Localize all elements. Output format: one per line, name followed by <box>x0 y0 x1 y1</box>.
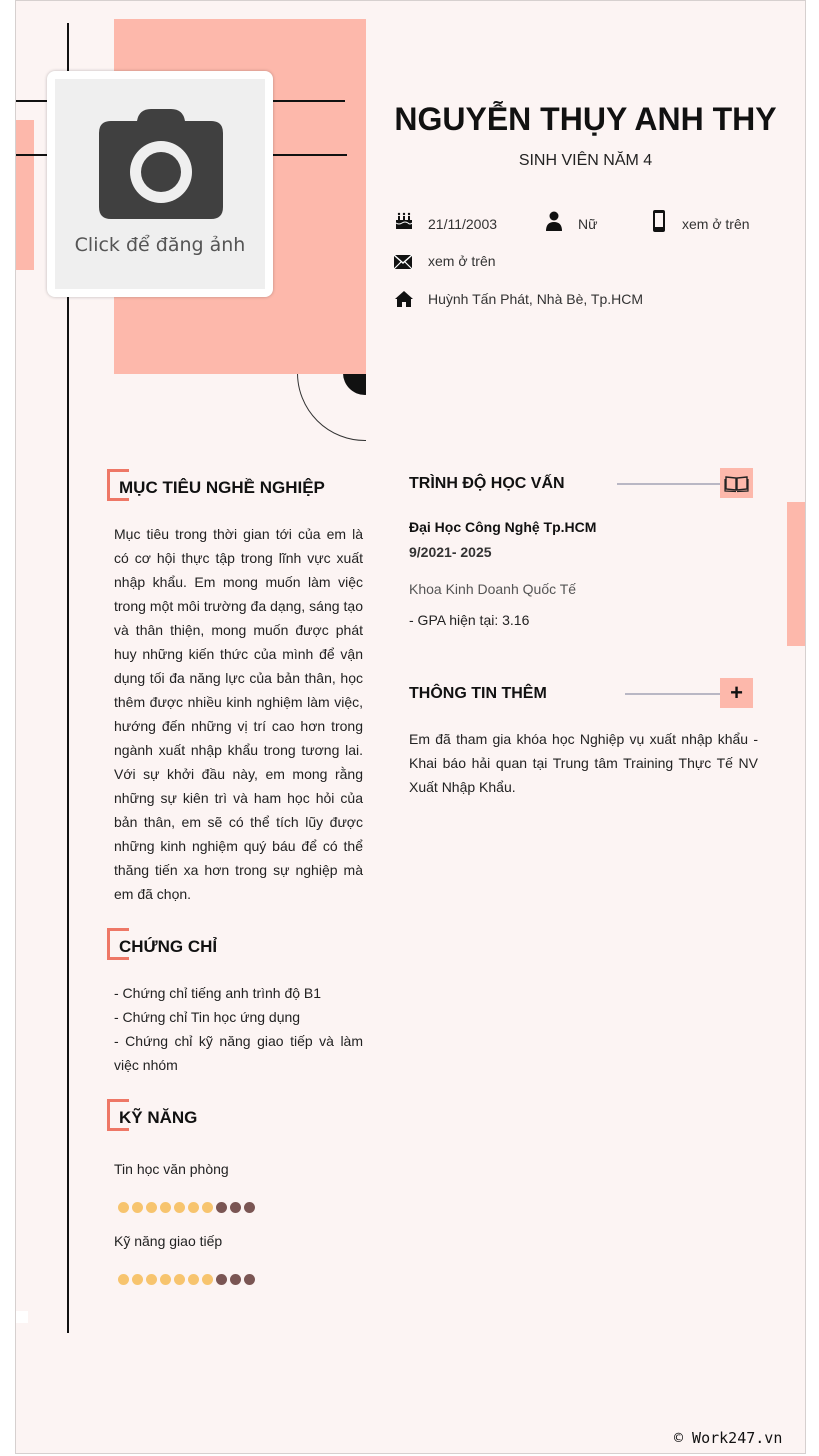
skill-dot <box>160 1202 171 1213</box>
skill-name: Kỹ năng giao tiếp <box>114 1233 223 1249</box>
email-text: xem ở trên <box>428 253 496 269</box>
skill-rating <box>118 1202 255 1213</box>
camera-icon <box>97 109 225 221</box>
candidate-name: NGUYỄN THỤY ANH THY <box>394 101 777 137</box>
book-icon <box>720 468 753 498</box>
skill-dot <box>146 1202 157 1213</box>
skill-dot <box>188 1274 199 1285</box>
extra-title: THÔNG TIN THÊM <box>409 685 547 702</box>
skill-dot <box>216 1274 227 1285</box>
skill-dot <box>160 1274 171 1285</box>
skill-dot <box>146 1274 157 1285</box>
skills-title: KỸ NĂNG <box>119 1108 198 1127</box>
birthday-text: 21/11/2003 <box>428 216 498 232</box>
photo-placeholder[interactable] <box>55 79 265 289</box>
gender-text: Nữ <box>578 216 598 232</box>
skill-dot <box>132 1202 143 1213</box>
certificate-item: - Chứng chỉ Tin học ứng dụng <box>114 1009 301 1025</box>
candidate-subtitle: SINH VIÊN NĂM 4 <box>518 152 653 169</box>
skill-dot <box>174 1202 185 1213</box>
right-pink-bar-decor <box>787 502 805 646</box>
certificates-list <box>114 981 363 1077</box>
skill-dot <box>202 1202 213 1213</box>
education-divider <box>617 483 720 485</box>
skill-dot <box>230 1274 241 1285</box>
skill-dot <box>118 1202 129 1213</box>
education-title: TRÌNH ĐỘ HỌC VẤN <box>409 475 565 492</box>
certificate-item: - Chứng chỉ kỹ năng giao tiếp và làm việc nhóm <box>114 1033 363 1073</box>
skill-dot <box>216 1202 227 1213</box>
objective-title: MỤC TIÊU NGHỀ NGHIỆP <box>119 478 325 497</box>
footer-brand: © Work247.vn <box>674 1429 783 1447</box>
skill-name: Tin học văn phòng <box>114 1161 229 1177</box>
education-icon-box <box>720 468 753 498</box>
education-period: 9/2021- 2025 <box>409 544 492 560</box>
mail-icon <box>393 252 413 272</box>
plus-icon: + <box>720 678 753 708</box>
extra-divider <box>625 693 720 695</box>
photo-upload[interactable] <box>47 71 273 297</box>
cv-page <box>15 0 806 1454</box>
skill-dot <box>244 1202 255 1213</box>
education-school: Đại Học Công Nghệ Tp.HCM <box>409 519 597 535</box>
skill-dot <box>132 1274 143 1285</box>
skill-dot <box>174 1274 185 1285</box>
phone-icon <box>649 209 669 233</box>
objective-text: Mục tiêu trong thời gian tới của em là có cơ hội thực tập trong lĩnh vực xuất nhập khẩu. Em mong muốn làm việc trong một môi trường đa dạng, sáng tạo và thân thiện, mong muốn được phát huy những kiến thức của mình để vận dụng tối đa năng lực của bản thân, học thêm được nhiều kinh nghiệm làm việc, hướng đến những vị trí cao hơn trong ngành xuất nhập khẩu trong tương lai. Với sự khởi đầu này, em mong rằng những sự kiên trì và ham học hỏi của bản thân, em sẽ có thể tích lũy được những kinh nghiệm quý báu để có thể thăng tiến xa hơn trong sự nghiệp mà em đã chọn. <box>114 526 363 902</box>
cake-icon <box>394 211 414 231</box>
education-gpa: - GPA hiện tại: 3.16 <box>409 612 530 628</box>
certificates-title: CHỨNG CHỈ <box>119 937 218 956</box>
phone-text: xem ở trên <box>682 216 750 232</box>
skill-dot <box>244 1274 255 1285</box>
skill-dot <box>118 1274 129 1285</box>
person-icon <box>544 211 564 231</box>
skill-dot <box>202 1274 213 1285</box>
skill-dot <box>230 1202 241 1213</box>
extra-text: Em đã tham gia khóa học Nghiệp vụ xuất nhập khẩu - Khai báo hải quan tại Trung tâm Training Thực Tế NV Xuất Nhập Khẩu. <box>409 731 758 795</box>
skill-dot <box>188 1202 199 1213</box>
left-pink-bar-decor <box>16 120 34 270</box>
skill-rating <box>118 1274 255 1285</box>
photo-caption: Click để đăng ảnh <box>74 234 246 256</box>
address-text: Huỳnh Tấn Phát, Nhà Bè, Tp.HCM <box>428 291 644 307</box>
education-faculty: Khoa Kinh Doanh Quốc Tế <box>409 581 577 597</box>
small-square-decor <box>16 1311 28 1323</box>
home-icon <box>394 289 414 309</box>
certificate-item: - Chứng chỉ tiếng anh trình độ B1 <box>114 985 322 1001</box>
